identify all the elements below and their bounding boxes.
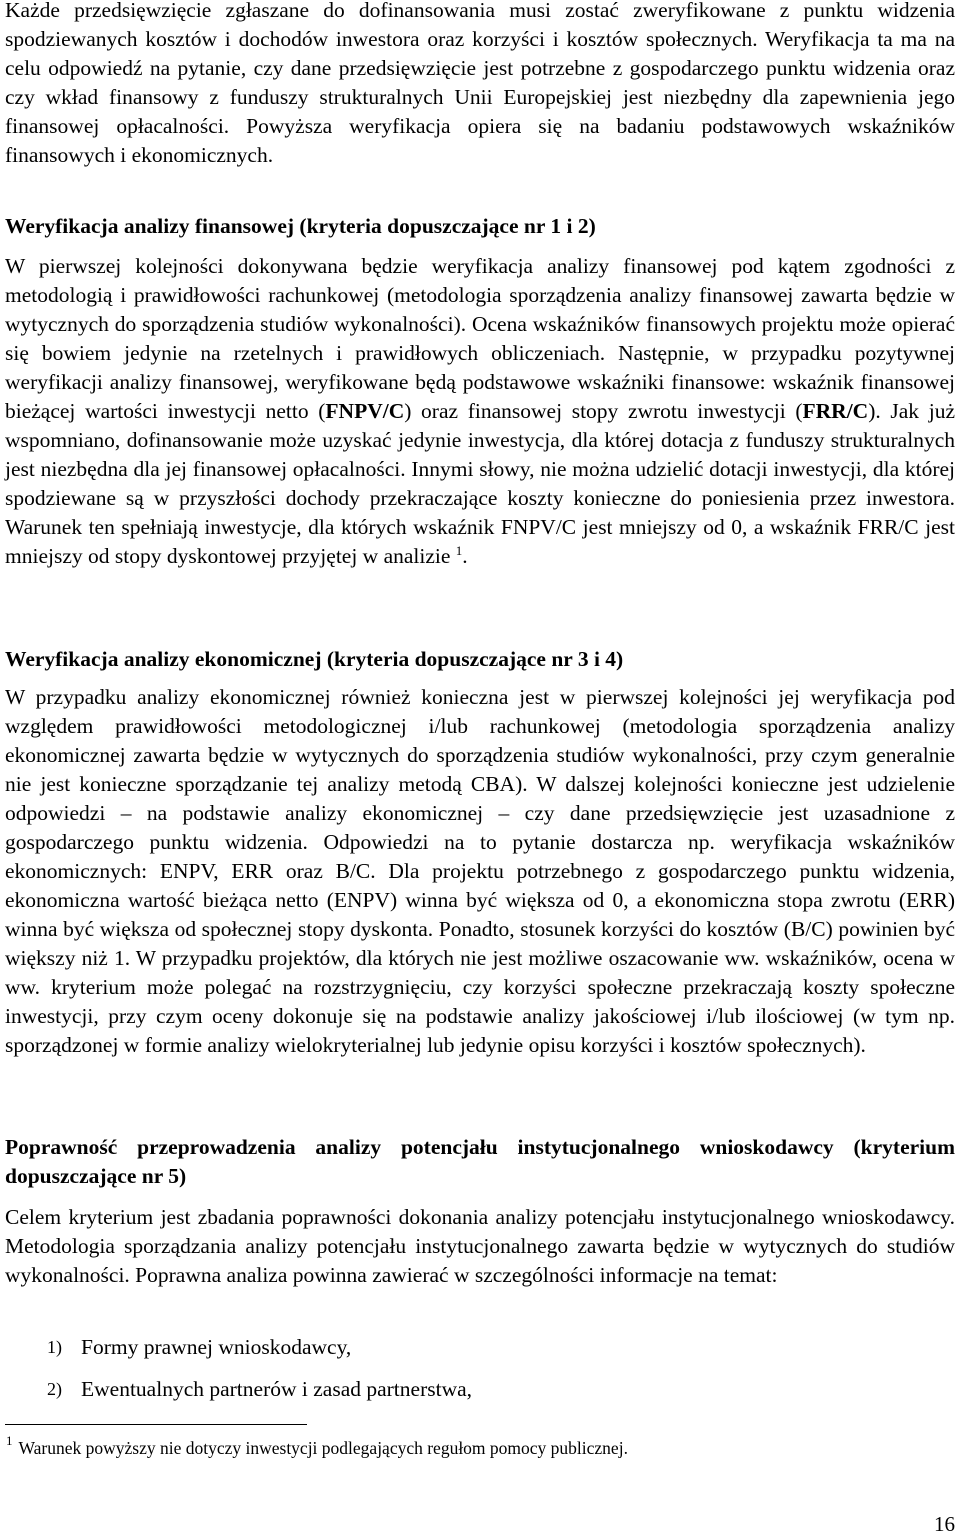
financial-text-end: .	[462, 544, 468, 568]
list-item-text: Formy prawnej wnioskodawcy,	[81, 1335, 352, 1359]
financial-analysis-paragraph	[5, 252, 955, 571]
footnote-text: Warunek powyższy nie dotyczy inwestycji podlegających regułom pomocy publicznej.	[18, 1438, 628, 1458]
list-item-text: Ewentualnych partnerów i zasad partnerstwa,	[81, 1377, 473, 1401]
fnpv-term: FNPV/C	[325, 399, 405, 423]
financial-text-3: ). Jak już wspomniano, dofinansowanie może uzyskać jedynie inwestycja, dla której dotacja z funduszy strukturalnych jest niezbędna dla jej finansowej opłacalności. Innymi słowy, nie można udzielić dotacji inwestycji, dla której spodziewane są w przyszłości dochody przekraczające koszty konieczne do poniesienia przez inwestora. Warunek ten spełniają inwestycje, dla których wskaźnik FNPV/C jest mniejszy od 0, a wskaźnik FRR/C jest mniejszy od stopy dyskontowej przyjętej w analizie	[5, 399, 955, 568]
list-item-number: 1)	[47, 1337, 62, 1357]
list-item	[5, 1375, 955, 1417]
financial-text-2: ) oraz finansowej stopy zwrotu inwestycji (	[404, 399, 803, 423]
information-list	[5, 1333, 955, 1417]
footnote	[6, 1433, 628, 1459]
financial-analysis-heading: Weryfikacja analizy finansowej (kryteria dopuszczające nr 1 i 2)	[5, 214, 596, 238]
economic-analysis-paragraph: W przypadku analizy ekonomicznej również konieczna jest w pierwszej kolejności jej weryfikacja pod względem prawidłowości metodologicznej i/lub rachunkowej (metodologia sporządzenia analizy ekonomicznej zawarta będzie w wytycznych do sporządzenia studiów wykonalności, przy czym generalnie nie jest konieczne sporządzanie tej analizy metodą CBA). W dalszej kolejności konieczne jest udzielenie odpowiedzi – na podstawie analizy ekonomicznej – czy dane przedsięwzięcie jest uzasadnione z gospodarczego punktu widzenia. Odpowiedzi na to pytanie dostarcza np. weryfikacja wskaźników ekonomicznych: ENPV, ERR oraz B/C. Dla projektu potrzebnego z gospodarczego punktu widzenia, ekonomiczna wartość bieżąca netto (ENPV) winna być większa od 0, a ekonomiczna stopa zwrotu (ERR) winna być większa od społecznej stopy dyskonta. Ponadto, stosunek korzyści do kosztów (B/C) powinien być większy niż 1. W przypadku projektów, dla których nie jest możliwe oszacowanie ww. wskaźników, ocena w ww. kryterium może polegać na rozstrzygnięciu, czy korzyści społeczne przekraczają koszty społeczne inwestycji, przy czym oceny dokonuje się na podstawie analizy jakościowej i/lub ilościowej (w tym np. sporządzonej w formie analizy wielokryterialnej lub jedynie opisu korzyści i kosztów społecznych).	[5, 685, 955, 1057]
list-item	[5, 1333, 955, 1375]
footnote-mark: 1	[6, 1433, 13, 1448]
footnote-divider	[5, 1424, 307, 1425]
page-number: 16	[934, 1512, 955, 1536]
institutional-analysis-heading: Poprawność przeprowadzenia analizy potencjału instytucjonalnego wnioskodawcy (kryterium dopuszczające nr 5)	[5, 1135, 955, 1188]
list-item-number: 2)	[47, 1379, 62, 1399]
intro-paragraph: Każde przedsięwzięcie zgłaszane do dofinansowania musi zostać zweryfikowane z punktu widzenia spodziewanych kosztów i dochodów inwestora oraz korzyści i kosztów społecznych. Weryfikacja ta ma na celu odpowiedź na pytanie, czy dane przedsięwzięcie jest potrzebne z gospodarczego punktu widzenia oraz czy wkład finansowy z funduszy strukturalnych Unii Europejskiej jest niezbędny dla zapewnienia jego finansowej opłacalności. Powyższa weryfikacja opiera się na badaniu podstawowych wskaźników finansowych i ekonomicznych.	[5, 0, 955, 167]
frr-term: FRR/C	[802, 399, 869, 423]
institutional-analysis-paragraph: Celem kryterium jest zbadania poprawności dokonania analizy potencjału instytucjonalnego wnioskodawcy. Metodologia sporządzania analizy potencjału instytucjonalnego zawarta będzie w wytycznych do studiów wykonalności. Poprawna analiza powinna zawierać w szczególności informacje na temat:	[5, 1205, 955, 1287]
economic-analysis-heading: Weryfikacja analizy ekonomicznej (kryteria dopuszczające nr 3 i 4)	[5, 647, 624, 671]
financial-text-1: W pierwszej kolejności dokonywana będzie weryfikacja analizy finansowej pod kątem zgodności z metodologią i prawidłowości rachunkowej (metodologia sporządzenia analizy finansowej zawarta będzie w wytycznych do sporządzenia studiów wykonalności). Ocena wskaźników finansowych projektu może opierać się bowiem jedynie na rzetelnych i prawidłowych obliczeniach. Następnie, w przypadku pozytywnej weryfikacji analizy finansowej, weryfikowane będą podstawowe wskaźniki finansowe: wskaźnik finansowej bieżącej wartości inwestycji netto (	[5, 254, 955, 423]
footnote-reference: 1	[455, 543, 463, 558]
